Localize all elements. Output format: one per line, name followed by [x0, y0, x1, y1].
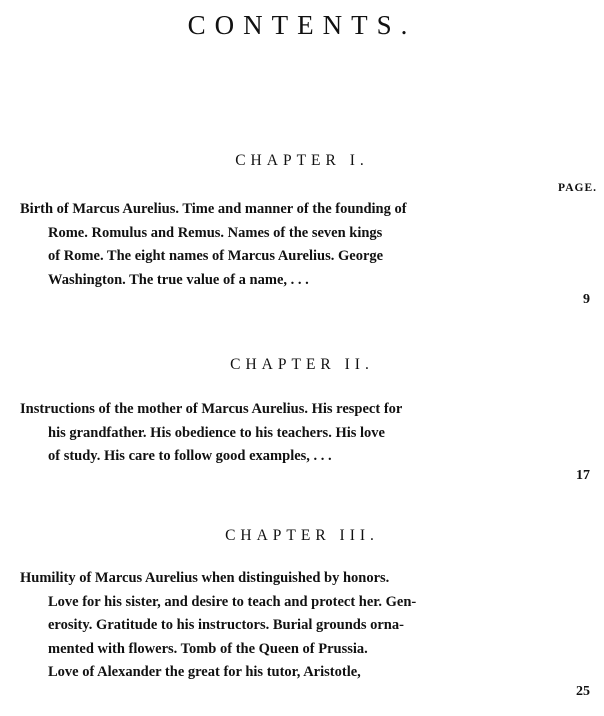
- page-title: CONTENTS.: [187, 10, 417, 40]
- chapter-3-line-1: Humility of Marcus Aurelius when distinguished by honors.: [20, 570, 390, 586]
- chapter-1-line-3: of Rome. The eight names of Marcus Aurelius. George: [48, 248, 384, 264]
- chapter-1-line-2: Rome. Romulus and Remus. Names of the seven kings: [48, 224, 383, 241]
- chapter-2-page-number: 17: [576, 468, 590, 483]
- page-column-header: PAGE.: [558, 182, 597, 194]
- chapter-3-page-number: 25: [576, 684, 590, 699]
- chapter-3-line-2: Love for his sister, and desire to teach and protect her. Gen-: [48, 593, 417, 610]
- chapter-2-heading: CHAPTER II.: [230, 356, 374, 373]
- chapter-2-line-1: Instructions of the mother of Marcus Aurelius. His respect for: [20, 401, 403, 417]
- chapter-3-line-3: erosity. Gratitude to his instructors. Burial grounds orna-: [48, 617, 404, 633]
- chapter-1-page-number: 9: [583, 292, 590, 307]
- chapter-1-line-1: Birth of Marcus Aurelius. Time and manner of the founding of: [20, 201, 407, 217]
- chapter-3-heading: CHAPTER III.: [225, 527, 379, 544]
- chapter-1-summary: [20, 198, 540, 292]
- chapter-2-line-2: his grandfather. His obedience to his teachers. His love: [48, 424, 385, 441]
- chapter-2-line-3: of study. His care to follow good examples, . . .: [48, 448, 332, 464]
- chapter-2-summary: [20, 398, 540, 469]
- chapter-3-line-5: Love of Alexander the great for his tutor, Aristotle,: [48, 664, 361, 680]
- chapter-3-line-4: mented with flowers. Tomb of the Queen of Prussia.: [48, 640, 368, 657]
- chapter-1-line-4: Washington. The true value of a name, . . .: [48, 271, 309, 288]
- chapter-1-heading: CHAPTER I.: [235, 152, 369, 169]
- chapter-3-summary: [20, 567, 540, 685]
